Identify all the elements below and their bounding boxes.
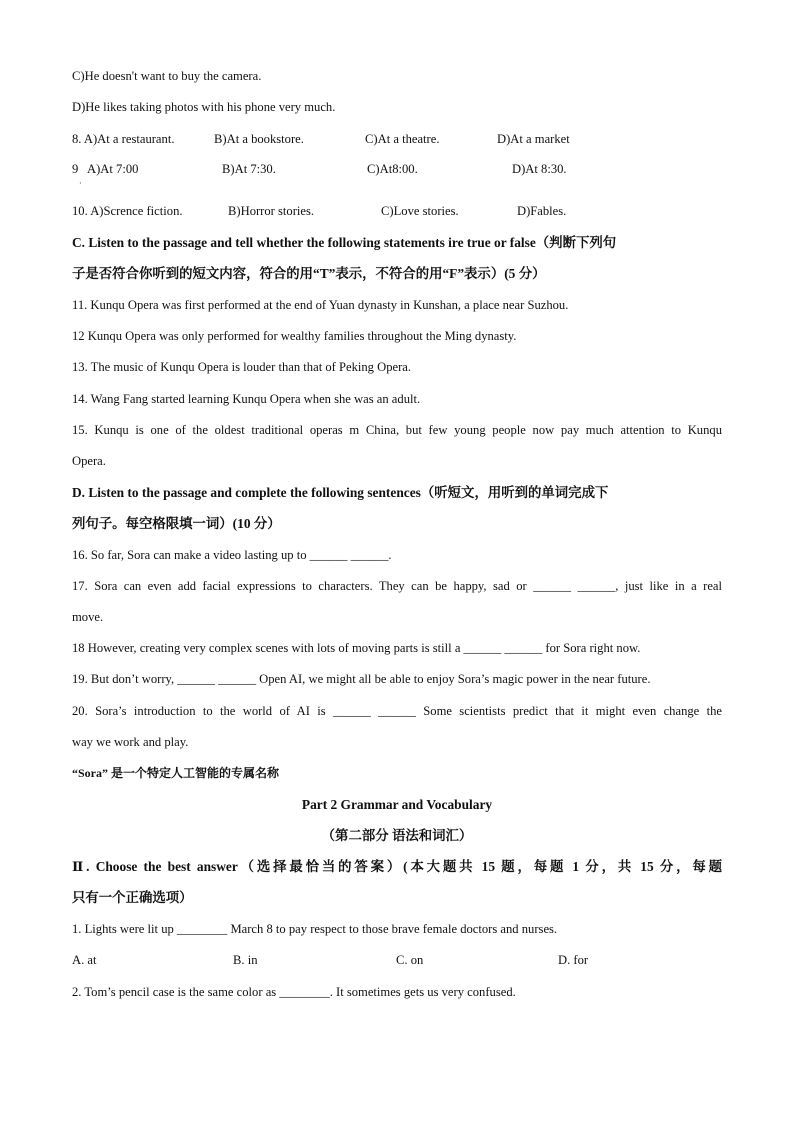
q15-statement-line1: 15. Kunqu is one of the oldest traditional operas m China, but few young people now pay much attention to Kunqu [72, 423, 722, 437]
ii-q1-option-d: D. for [558, 953, 589, 967]
section-c-heading-line2: 子是否符合你听到的短文内容，符合的用“T”表示，不符合的用“F”表示）(5 分） [72, 266, 546, 281]
sora-note: “Sora” 是一个特定人工智能的专属名称 [72, 766, 280, 780]
stray-dot-mark: · [79, 179, 82, 188]
q8-option-d: D)At a market [497, 132, 570, 146]
q9-option-c: C)At8:00. [367, 162, 418, 176]
q17-sentence-line2: move. [72, 610, 104, 624]
q8-option-c: C)At a theatre. [365, 132, 440, 146]
q8-option-b: B)At a bookstore. [214, 132, 304, 146]
q8-option-a: 8. A)At a restaurant. [72, 132, 175, 146]
section-ii-heading-line2: 只有一个正确选项） [72, 890, 193, 905]
q9-number: 9 [72, 162, 79, 176]
section-d-heading-line2: 列句子。每空格限填一词）(10 分） [72, 516, 281, 531]
q20-sentence-line1: 20. Sora’s introduction to the world of AI is ______ ______ Some scientists predict that it might even change the [72, 704, 722, 718]
q9-option-a: A)At 7:00 [87, 162, 139, 176]
q10-option-c: C)Love stories. [381, 204, 459, 218]
q10-option-d: D)Fables. [517, 204, 567, 218]
q13-statement: 13. The music of Kunqu Opera is louder than that of Peking Opera. [72, 360, 412, 374]
q10-option-b: B)Horror stories. [228, 204, 315, 218]
q16-sentence: 16. So far, Sora can make a video lasting up to ______ ______. [72, 548, 392, 562]
q20-sentence-line2: way we work and play. [72, 735, 189, 749]
ii-q1-option-b: B. in [233, 953, 258, 967]
q19-sentence: 19. But don’t worry, ______ ______ Open AI, we might all be able to enjoy Sora’s magic power in the near future. [72, 672, 651, 686]
part2-title: Part 2 Grammar and Vocabulary [301, 797, 493, 812]
q7-option-c: C)He doesn't want to buy the camera. [72, 69, 262, 83]
q12-statement: 12 Kunqu Opera was only performed for wealthy families throughout the Ming dynasty. [72, 329, 517, 343]
section-ii-heading-line1: Ⅱ. Choose the best answer（选择最恰当的答案）(本大题共 15 题，每题 1 分，共 15 分，每题 [72, 859, 722, 874]
ii-q1-question: 1. Lights were lit up ________ March 8 to pay respect to those brave female doctors and nurses. [72, 922, 558, 936]
q17-sentence-line1: 17. Sora can even add facial expressions to characters. They can be happy, sad or ______ ______, just like in a real [72, 579, 722, 593]
q11-statement: 11. Kunqu Opera was first performed at the end of Yuan dynasty in Kunshan, a place near Suzhou. [72, 298, 569, 312]
ii-q1-option-a: A. at [72, 953, 97, 967]
section-c-heading-line1: C. Listen to the passage and tell whether the following statements ire true or false（判断下列句 [72, 235, 617, 250]
q14-statement: 14. Wang Fang started learning Kunqu Opera when she was an adult. [72, 392, 421, 406]
q9-option-d: D)At 8:30. [512, 162, 567, 176]
q9-option-b: B)At 7:30. [222, 162, 276, 176]
part2-subtitle: （第二部分 语法和词汇） [321, 828, 473, 843]
q18-sentence: 18 However, creating very complex scenes with lots of moving parts is still a ______ ______ for Sora right now. [72, 641, 641, 655]
q7-option-d: D)He likes taking photos with his phone very much. [72, 100, 336, 114]
q10-option-a: 10. A)Scrence fiction. [72, 204, 183, 218]
section-d-heading-line1: D. Listen to the passage and complete the following sentences（听短文，用听到的单词完成下 [72, 485, 609, 500]
ii-q1-option-c: C. on [396, 953, 424, 967]
q15-statement-line2: Opera. [72, 454, 106, 468]
ii-q2-question: 2. Tom’s pencil case is the same color as ________. It sometimes gets us very confused. [72, 985, 516, 999]
